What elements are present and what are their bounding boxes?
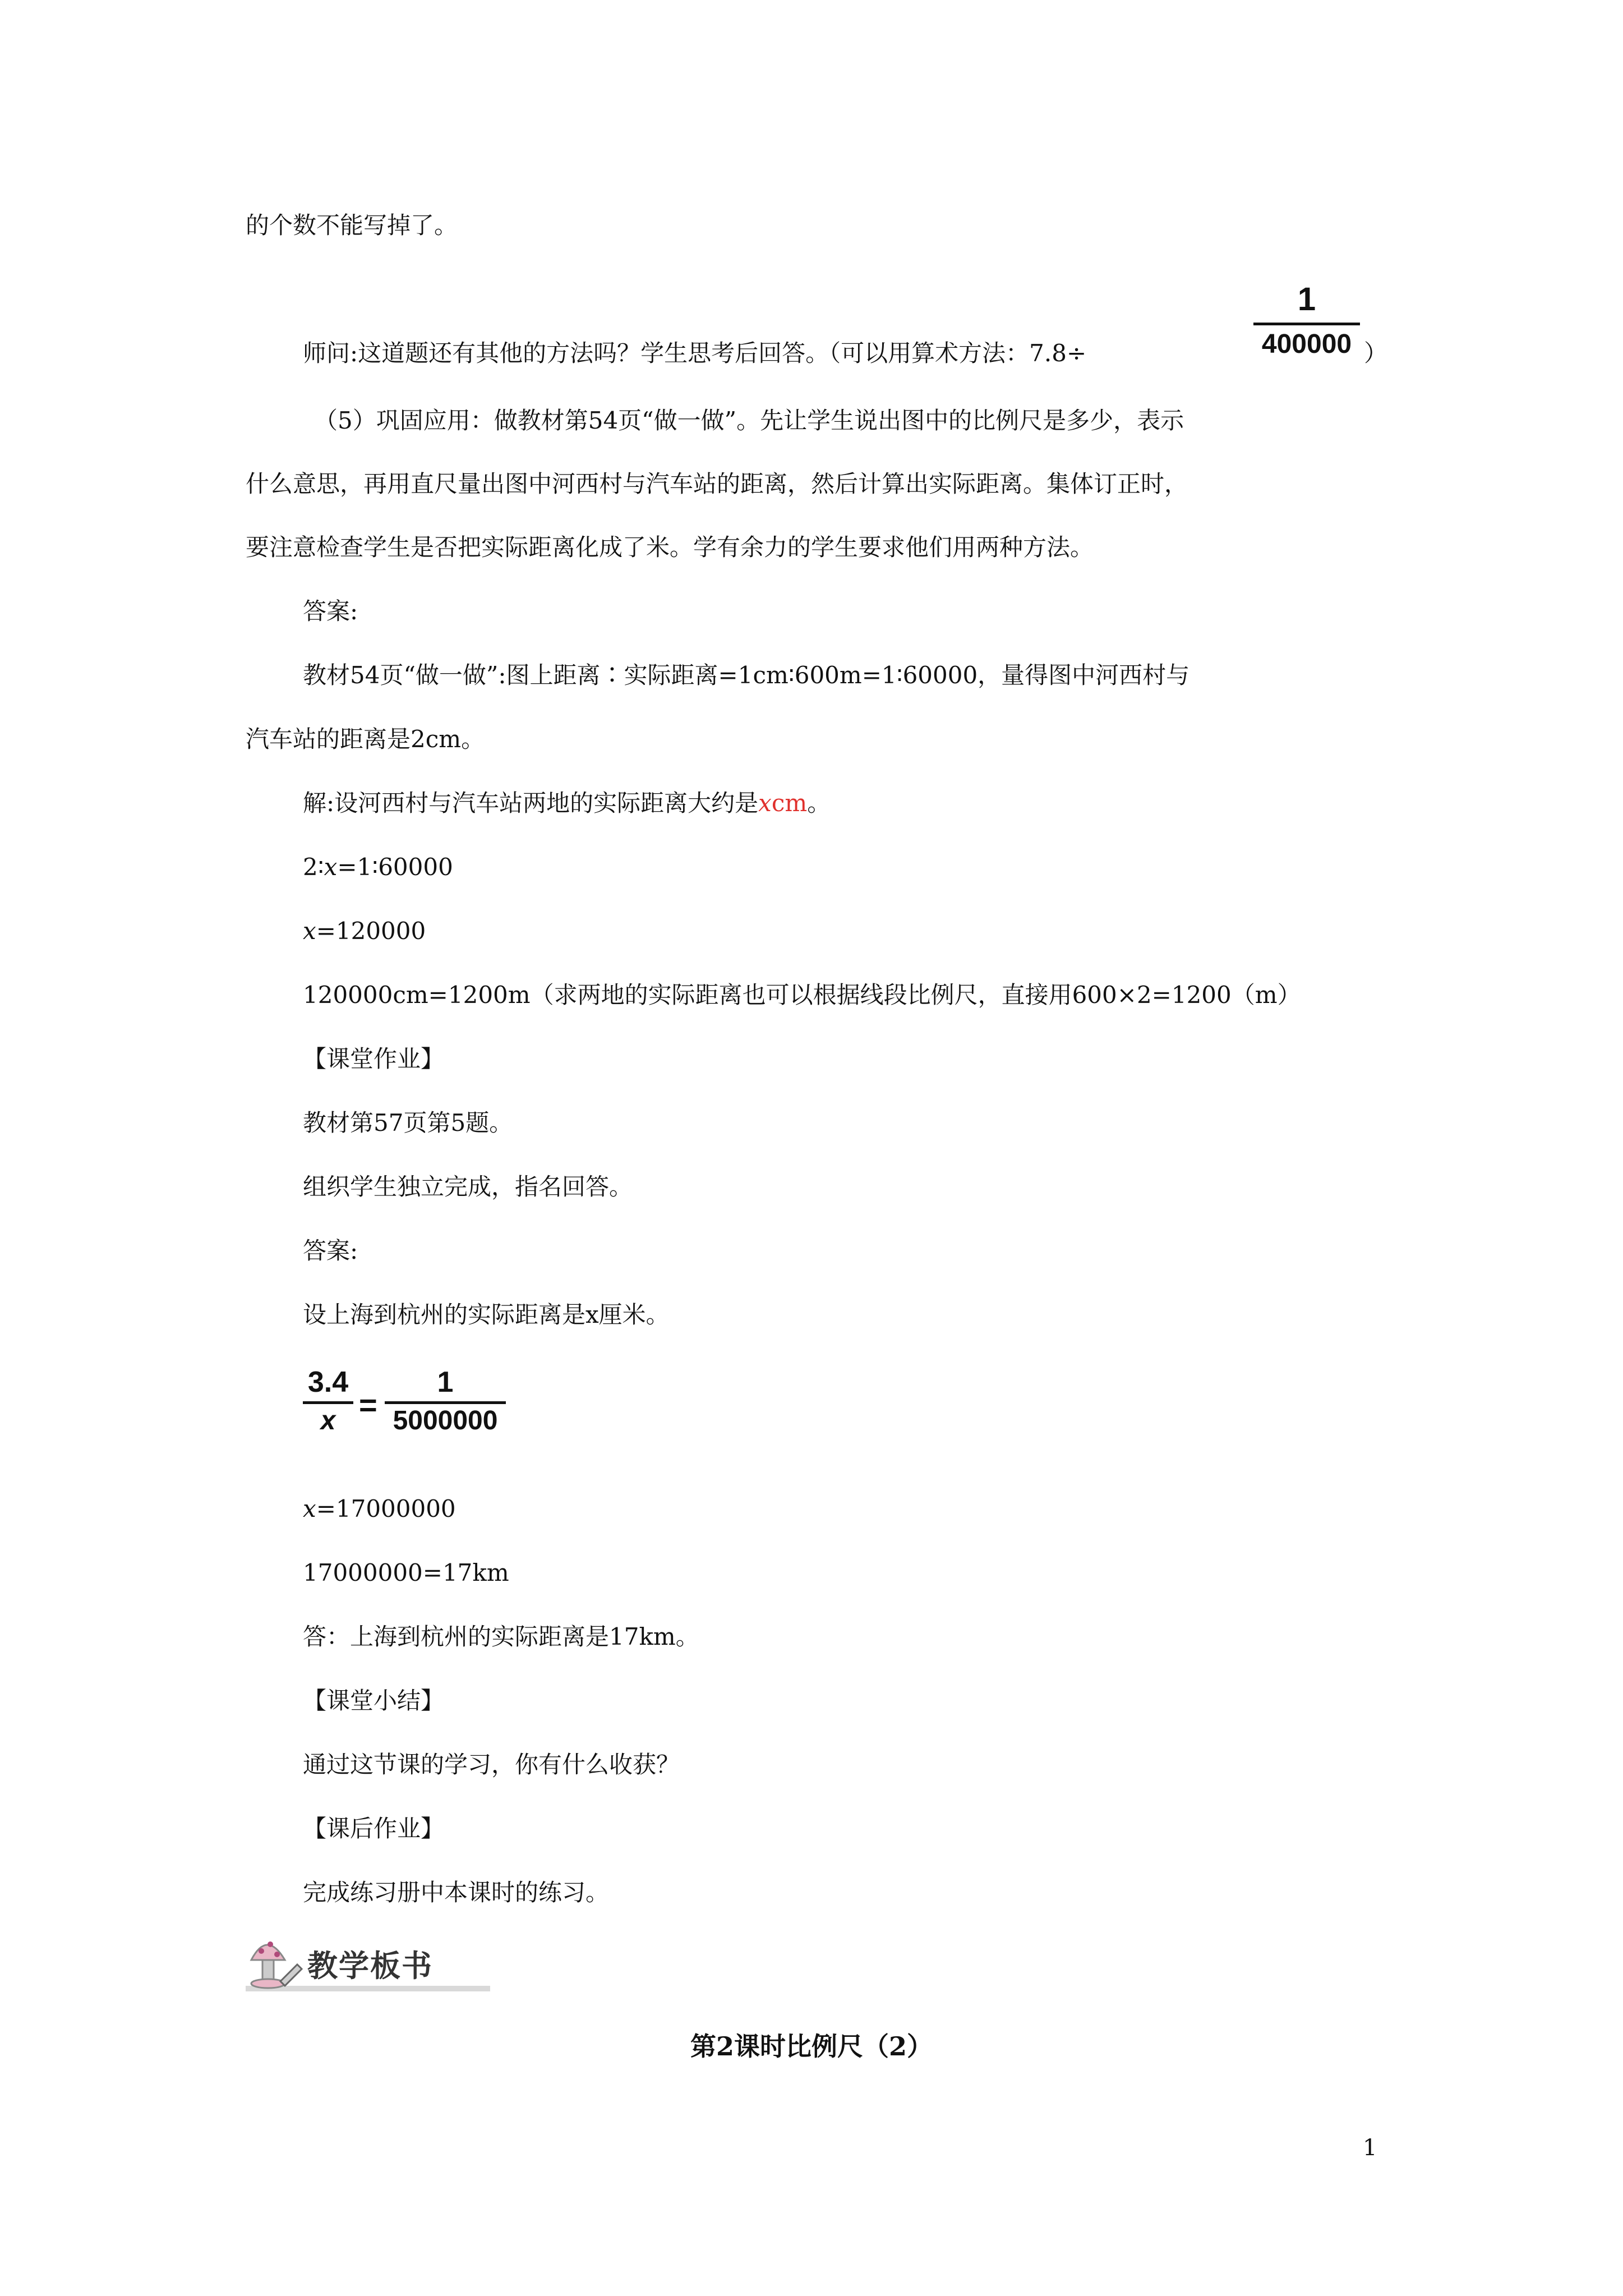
fraction-bar: [303, 1401, 353, 1404]
fraction-one-over-400000: [1253, 283, 1360, 358]
solution-value: =17000000: [316, 1495, 456, 1522]
fraction-right: [385, 1368, 506, 1434]
lesson-title: 第2课时比例尺（2）: [690, 2031, 933, 2062]
text-line-6: 答案:: [303, 597, 358, 625]
text-line-2-body: 师问:这道题还有其他的方法吗？学生思考后回答。（可以用算术方法：7.8÷: [303, 339, 1087, 367]
text-line-2-close: ）: [1364, 339, 1388, 367]
variable-x: x: [303, 917, 316, 945]
board-writing-badge: [234, 1925, 492, 1998]
fraction-numerator: 3.4: [307, 1366, 349, 1398]
text-line-8: 汽车站的距离是2cm。: [246, 725, 485, 753]
text-line-18: [303, 1492, 456, 1526]
section-heading-homework: 【课后作业】: [303, 1815, 445, 1842]
text-line-4: 什么意思，再用直尺量出图中河西村与汽车站的距离，然后计算出实际距离。集体订正时，: [246, 470, 1188, 498]
text-line-19: 17000000=17km: [303, 1559, 509, 1586]
text-line-14: 教材第57页第5题。: [303, 1109, 513, 1137]
text-line-10: [303, 850, 453, 884]
text-line-7: 教材54页“做一做”:图上距离∶实际距离=1cm∶600m=1∶60000，量得图中河西村与: [303, 661, 1190, 689]
text-line-5: 要注意检查学生是否把实际距离化成了米。学有余力的学生要求他们用两种方法。: [246, 533, 1094, 561]
text-line-22: 通过这节课的学习，你有什么收获？: [303, 1751, 680, 1778]
fraction-left: [303, 1368, 353, 1434]
ratio-right: =1∶60000: [337, 853, 453, 881]
section-heading-classwork: 【课堂作业】: [303, 1045, 445, 1073]
variable-x: x: [758, 789, 772, 817]
equation-proportion: [303, 1368, 505, 1452]
page-number: 1: [1363, 2135, 1377, 2161]
text-line-3: （5）巩固应用：做教材第54页“做一做”。先让学生说出图中的比例尺是多少，表示: [314, 407, 1184, 434]
text-line-12: 120000cm=1200m（求两地的实际距离也可以根据线段比例尺，直接用600×2=1200（m）: [303, 981, 1301, 1009]
text-line-9-prefix: 解:设河西村与汽车站两地的实际距离大约是: [303, 789, 759, 817]
fraction-denominator: 5000000: [393, 1406, 498, 1435]
text-line-17: 设上海到杭州的实际距离是x厘米。: [303, 1301, 670, 1328]
equals-sign: =: [359, 1387, 377, 1423]
fraction-bar: [385, 1401, 506, 1404]
variable-x: x: [324, 853, 338, 881]
text-line-1: 的个数不能写掉了。: [246, 211, 458, 239]
solution-value: =120000: [316, 917, 426, 945]
text-line-9-end: 。: [807, 789, 831, 817]
text-line-11: [303, 914, 426, 948]
variable-x: x: [303, 1495, 316, 1522]
fraction-denominator: x: [320, 1406, 336, 1435]
fraction-denominator: 400000: [1261, 329, 1352, 359]
ratio-left: 2∶: [303, 853, 324, 881]
text-line-20: 答：上海到杭州的实际距离是17km。: [303, 1623, 699, 1650]
badge-label: 教学板书: [307, 1948, 433, 1984]
text-line-24: 完成练习册中本课时的练习。: [303, 1879, 610, 1906]
section-heading-summary: 【课堂小结】: [303, 1687, 445, 1714]
fraction-numerator: 1: [1297, 281, 1316, 318]
text-line-16: 答案:: [303, 1237, 358, 1264]
text-line-9: [303, 786, 831, 820]
unit-cm: cm: [771, 789, 808, 817]
text-line-15: 组织学生独立完成，指名回答。: [303, 1173, 633, 1200]
fraction-bar: [1253, 323, 1360, 325]
fraction-numerator: 1: [437, 1366, 454, 1398]
text-line-2: [303, 337, 1086, 370]
